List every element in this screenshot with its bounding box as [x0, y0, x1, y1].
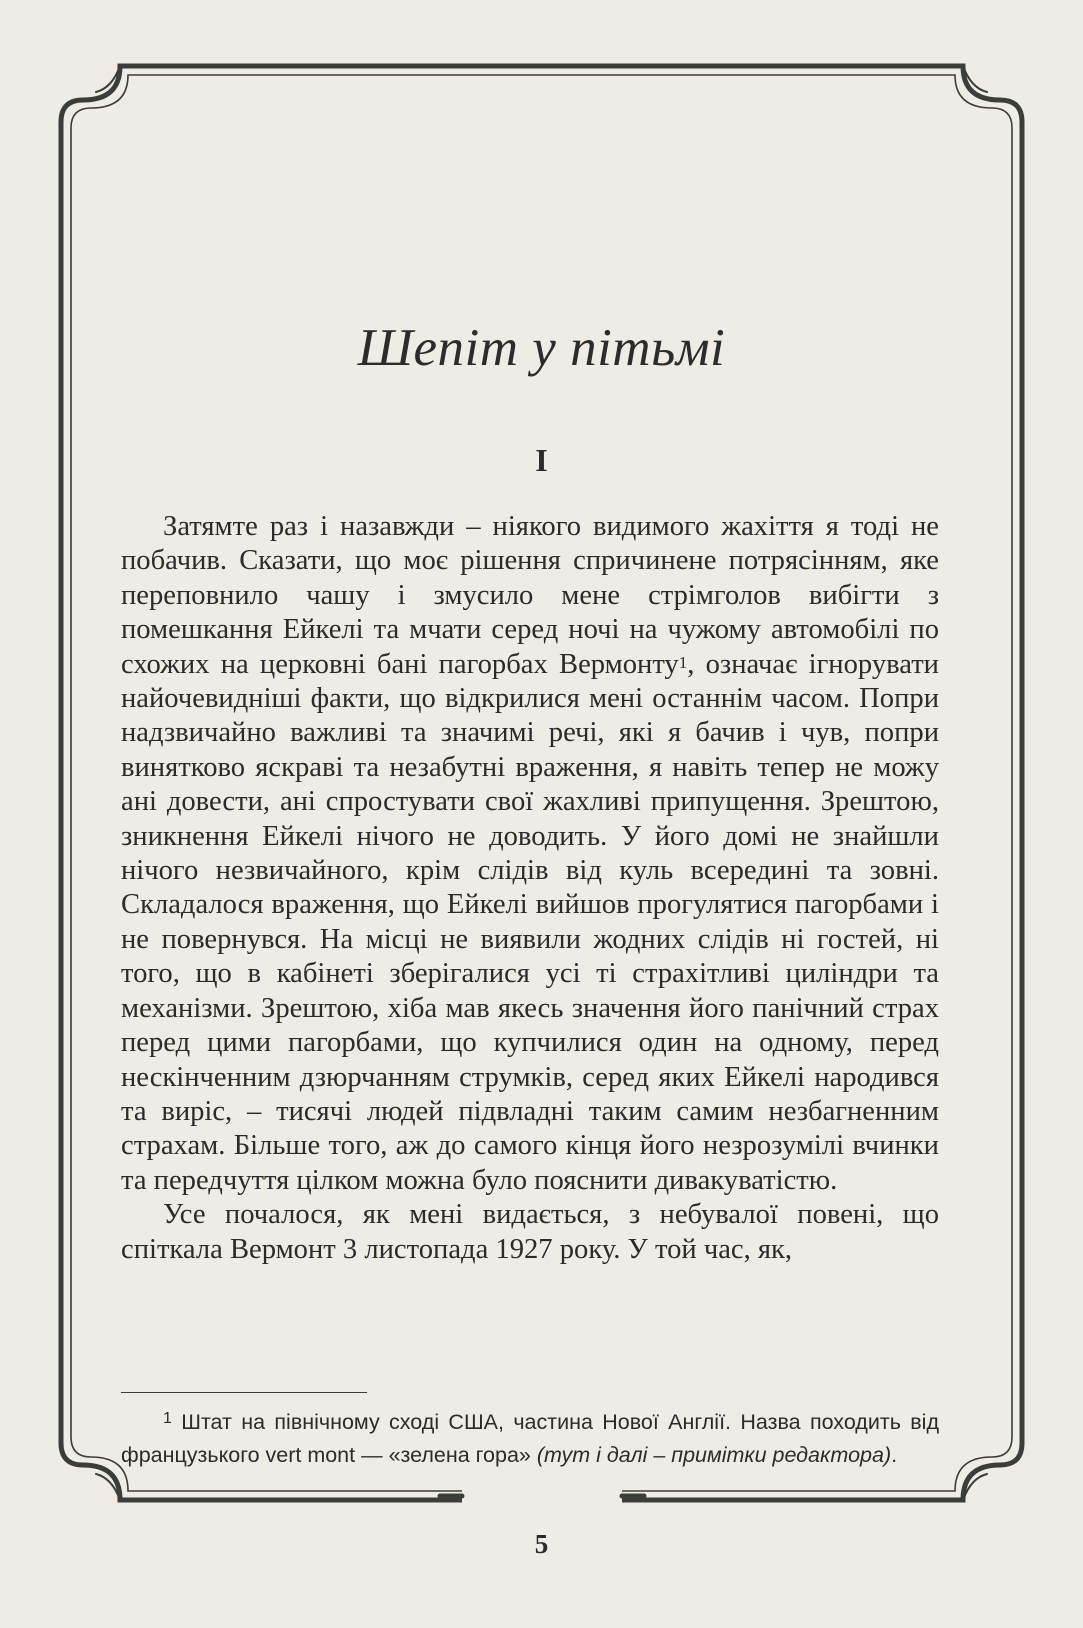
page-number: 5 [534, 1529, 549, 1559]
chapter-title: Шепіт у пітьмі [357, 319, 726, 377]
footnote-number: 1 [163, 1410, 172, 1427]
chapter-numeral: I [535, 442, 548, 478]
footnote-reference[interactable]: 1 [678, 652, 688, 672]
body-text [121, 510, 939, 1267]
footnote [121, 1407, 939, 1471]
paragraph-1 [121, 510, 939, 1198]
paragraph-1-continued: , означає ігнорувати найочевидніші факти, що відкрилися мені останнім часом. Попри надзвичайно важливі та значимі речі, які я бачив і чув, попри винятково яскраві та незабутні враження, я навіть тепер не можу ані довести, ані спростувати свої жахливі припущення. Зрештою, зникнення Ейкелі нічого не доводить. У його домі не знайшли нічого незвичайного, крім слідів від куль всередині та зовні. Складалося враження, що Ейкелі вийшов прогулятися пагорбами і не повернувся. На місці не виявили жодних слідів ні гостей, ні того, що в кабінеті зберігалися усі ті страхітливі циліндри та механізми. Зрештою, хіба мав якесь значення його панічний страх перед цими пагорбами, що купчилися один на одному, перед нескінченним дзюрчанням струмків, серед яких Ейкелі народився та виріс, – тисячі людей підвладні таким самим незбагненним страхам. Більше того, аж до самого кінця його незрозумілі вчинки та передчуття цілком можна було пояснити дивакуватістю. [121, 648, 939, 1196]
footnote-end: . [891, 1443, 898, 1467]
footnote-divider [121, 1392, 367, 1393]
footnote-text: Штат на північному сході США, частина Нової Англії. Назва походить від французького vert mont — «зелена гора» [121, 1410, 939, 1467]
paragraph-1-text: Затямте раз і назавжди – ніякого видимого жахіття я тоді не побачив. Сказати, що моє рішення спричинене потрясінням, яке переповнило чашу і змусило мене стрімголов вибігти з помешкання Ейкелі та мчати серед ночі на чужому автомобілі по схожих на церковні бані пагорбах Вермонту [121, 511, 939, 680]
footnote-editor-note: (тут і далі – примітки редактора) [536, 1443, 892, 1467]
footnote-paragraph [121, 1407, 939, 1471]
paragraph-2: Усе почалося, як мені видається, з небувалої повені, що спіткала Вермонт 3 листопада 1927 року. У той час, як, [121, 1199, 939, 1265]
